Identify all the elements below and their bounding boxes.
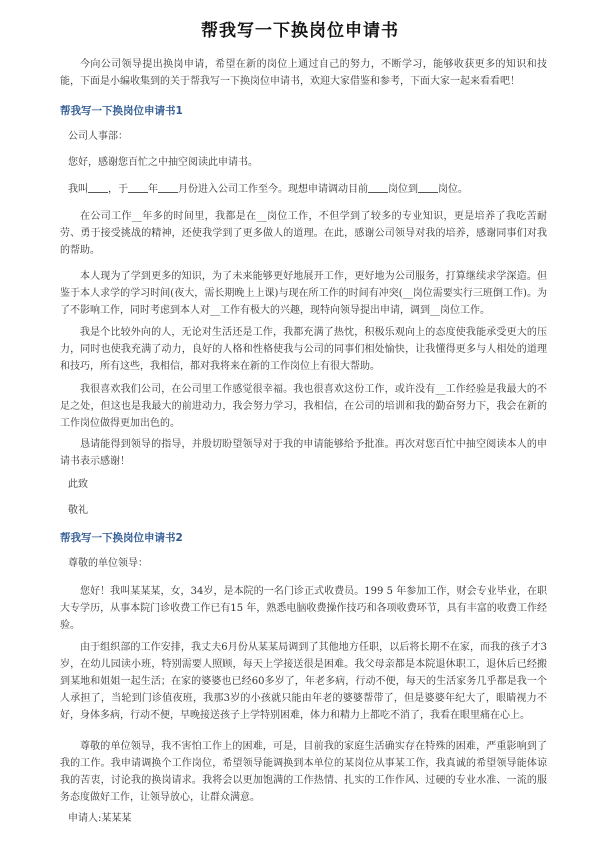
- letter2-heading: 帮我写一下换岗位申请书2: [60, 532, 183, 544]
- blank-line: [128, 182, 148, 193]
- intro-paragraph: 今向公司领导提出换岗申请，希望在新的岗位上通过自己的努力，不断学习，能够收获更多的知识和技能，下面是小编收集到的关于帮我写一下换岗位申请书，欢迎大家借鉴和参考，下面大家一起来看看吧！: [60, 59, 547, 87]
- intro-line-part: 岗位到: [388, 184, 418, 195]
- letter1-paragraph: 本人现为了学到更多的知识，为了未来能够更好地展开工作，更好地为公司服务，打算继续求学深造。但鉴于本人求学的学习时间(夜大，需长期晚上上课)与现在所工作的时间有冲突(__岗位需要实行三班倒工作)。为了不影响工作，同时考虑到本人对__工作有极大的兴趣，现特向领导提出申请，调到__岗位工作。: [60, 271, 547, 316]
- letter2-salutation: 尊敬的单位领导：: [68, 558, 148, 569]
- letter1-paragraph: 恳请能得到领导的指导，并殷切盼望领导对于我的申请能够给予批准。再次对您百忙中抽空阅读本人的申请书表示感谢！: [60, 439, 547, 467]
- blank-line: [158, 182, 178, 193]
- blank-line: [368, 182, 388, 193]
- intro-line-part: 年: [148, 184, 158, 195]
- letter1-intro-line: [68, 181, 468, 198]
- letter2-paragraph: 尊敬的单位领导，我不害怕工作上的困难，可是，目前我的家庭生活确实存在特殊的困难，严重影响到了我的工作。我申请调换个工作岗位，希望领导能调换到本单位的某岗位从事某工作，我真诚的希望领导能体谅我的苦衷，讨论我的换岗请求。我将会以更加饱满的工作热情、扎实的工作作风、过硬的专业水准、一流的服务态度做好工作，让领导放心，让群众满意。: [60, 741, 547, 803]
- intro-line-part: 月份进入公司工作至今。现想申请调动目前: [178, 184, 368, 195]
- letter1-greeting: 您好，感谢您百忙之中抽空阅读此申请书。: [68, 157, 258, 168]
- letter1-closing: 此致: [68, 479, 88, 490]
- page-title: 帮我写一下换岗位申请书: [201, 21, 399, 41]
- letter1-paragraph: 我是个比较外向的人，无论对生活还是工作，我都充满了热忱，积极乐观向上的态度使我能承受更大的压力，同时也使我充满了动力，良好的人格和性格使我与公司的同事们相处愉快，让我懂得更多与人相处的道理和技巧，所有这些，我相信，都对我将来在新的工作岗位上有很大帮助。: [60, 327, 547, 372]
- letter2-paragraph: 由于组织部的工作安排，我丈夫6月份从某某局调到了其他地方任职，以后将长期不在家，而我的孩子才3岁，在幼儿园读小班，特别需要人照顾，每天上学接送很是困难。我父母亲都是本院退休职工，退休后已经搬到某地和姐姐一起生活；在家的婆婆也已经60多岁了，年老多病，行动不便，每天的生活家务几乎都是我一个人承担了，当轮到门诊值夜班，我那3岁的小孩就只能由年老的婆婆帮带了，但是婆婆年纪大了，眼睛视力不好，身体多病，行动不便，早晚接送孩子上学特别困难，体力和精力上都吃不消了，我看在眼里痛在心上。: [60, 642, 547, 721]
- letter1-heading: 帮我写一下换岗位申请书1: [60, 105, 183, 117]
- intro-line-part: 我叫: [68, 184, 88, 195]
- letter1-salutation: 公司人事部：: [68, 131, 128, 142]
- intro-line-part: ，于: [108, 184, 128, 195]
- letter1-paragraph: 在公司工作__年多的时间里，我都是在__岗位工作，不但学到了较多的专业知识，更是培养了我吃苦耐劳、勇于接受挑战的精神，还使我学到了更多做人的道理。在此，感谢公司领导对我的培养，感谢同事们对我的帮助。: [60, 211, 547, 256]
- letter1-closing: 敬礼: [68, 505, 88, 516]
- intro-line-part: 岗位。: [438, 184, 468, 195]
- letter2-signature: 申请人:某某某: [68, 813, 132, 824]
- letter2-paragraph: 您好！我叫某某某，女，34岁，是本院的一名门诊正式收费员。199 5 年参加工作，财会专业毕业，在职大专学历，从事本院门诊收费工作已有15 年，熟悉电脑收费操作技巧和各项收费环节，具有丰富的收费工作经验。: [60, 586, 547, 631]
- blank-line: [418, 182, 438, 193]
- letter1-paragraph: 我很喜欢我们公司，在公司里工作感觉很幸福。我也很喜欢这份工作，或许没有__工作经验是我最大的不足之处，但这也是我最大的前进动力，我会努力学习，我相信，在公司的培训和我的勤奋努力下，我会在新的工作岗位做得更加出色的。: [60, 384, 547, 429]
- blank-line: [88, 182, 108, 193]
